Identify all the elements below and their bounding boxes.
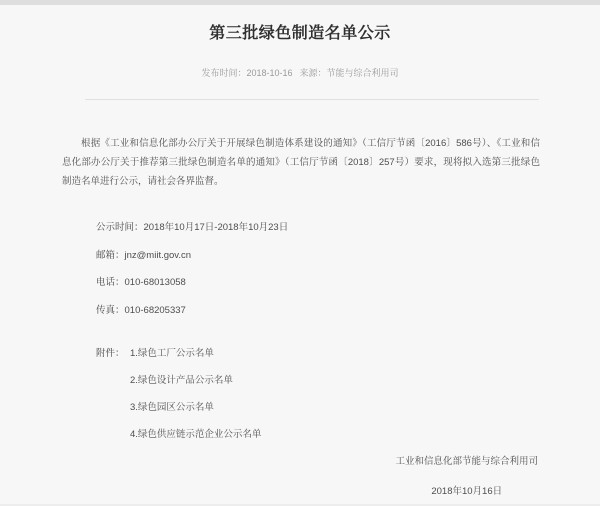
attachment-link-green-park[interactable]: 3.绿色园区公示名单 xyxy=(130,402,214,413)
publish-time-label: 发布时间： xyxy=(201,68,247,78)
email-label: 邮箱： xyxy=(96,249,125,261)
publish-meta xyxy=(0,69,600,78)
attachment-row xyxy=(130,403,600,413)
attachment-row xyxy=(130,376,600,386)
phone-value: 010-68013058 xyxy=(124,277,186,288)
publicity-period-value: 2018年10月17日-2018年10月23日 xyxy=(143,222,289,233)
phone-label: 电话： xyxy=(96,277,125,288)
attachments-label: 附件： xyxy=(96,348,125,359)
attachment-row xyxy=(96,349,600,359)
attachment-link-green-factory[interactable]: 1.绿色工厂公示名单 xyxy=(130,348,214,359)
signature-date: 2018年10月16日 xyxy=(431,485,503,497)
publicity-period-label: 公示时间： xyxy=(96,222,144,233)
fax-value: 010-68205337 xyxy=(124,304,186,316)
fax-row xyxy=(96,306,600,316)
signature-block xyxy=(395,457,538,496)
fax-label: 传真： xyxy=(96,304,125,316)
attachments-block xyxy=(96,349,600,440)
header-divider xyxy=(85,99,539,100)
source-label: 来源： xyxy=(299,68,327,78)
source-value: 节能与综合利用司 xyxy=(326,68,399,78)
signature-department: 工业和信息化部节能与综合利用司 xyxy=(395,456,538,467)
announcement-body-paragraph: 根据《工业和信息化部办公厅关于开展绿色制造体系建设的通知》（工信厅节函〔2016〕586号）、《工业和信息化部办公厅关于推荐第三批绿色制造名单的通知》（工信厅节函〔2018〕257号）要求，现将拟入选第三批绿色制造名单进行公示，请社会各界监督。 xyxy=(62,138,540,187)
attachment-row xyxy=(130,430,600,440)
publicity-period-row xyxy=(96,223,600,233)
email-row xyxy=(96,251,600,261)
email-value: jnz@miit.gov.cn xyxy=(124,249,192,261)
announcement-page xyxy=(0,5,600,506)
attachment-link-green-design-product[interactable]: 2.绿色设计产品公示名单 xyxy=(130,375,233,386)
publish-time-value: 2018-10-16 xyxy=(246,68,293,78)
contact-info-block xyxy=(96,223,600,315)
attachment-link-green-supply-chain[interactable]: 4.绿色供应链示范企业公示名单 xyxy=(130,429,262,440)
phone-row xyxy=(96,278,600,288)
page-title: 第三批绿色制造名单公示 xyxy=(209,25,391,42)
